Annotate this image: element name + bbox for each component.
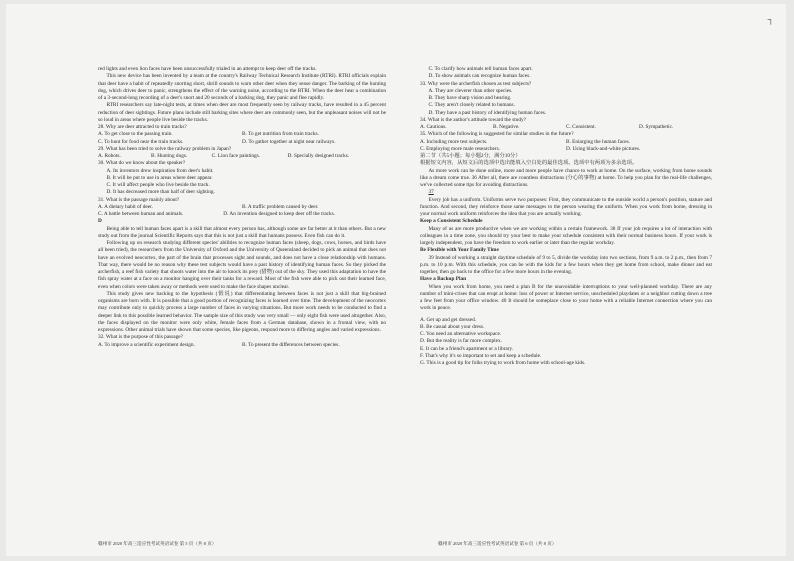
question-31: 31. What is the passage mainly about? xyxy=(98,196,180,203)
options-row xyxy=(98,153,386,160)
option: D. They have a past history of identifying human faces. xyxy=(428,109,547,116)
corner-mark: ┐ xyxy=(767,14,774,24)
option: D. Using black-and-white pictures. xyxy=(566,145,641,152)
question-29: 29. What has been tried to solve the railway problem in Japan? xyxy=(98,145,232,152)
option: B. They have sharp vision and hearing. xyxy=(428,95,512,101)
option: A. They are cleverer than other species. xyxy=(428,87,513,94)
section-heading: 第二节（共5小题；每小题2分，满分10分） xyxy=(420,153,521,159)
option: C. They aren't closely related to humans. xyxy=(428,102,515,109)
option: D. It has decreased more than half of deer sighting. xyxy=(106,189,215,196)
choice-option: A. Get up and get dressed. xyxy=(420,316,477,323)
subheading: Be Flexible with Your Family Time xyxy=(420,247,499,254)
page-footer-left: 赣州市 2020 年高三适应性考试英语试卷 第 5 页（共 8 页） xyxy=(98,541,217,546)
option: C. It will affect people who live beside the track. xyxy=(106,182,210,188)
question-35: 35. Which of the following is suggested for similar studies in the future? xyxy=(420,131,574,138)
choice-option: D. But the reality is far more complex. xyxy=(420,338,502,345)
options-row xyxy=(98,204,386,211)
paragraph: 39 Instead of working a straight daytime schedule of 9 to 5, divide the workday into two sections, from 9 a.m. to 2 p.m., then from 7 p.m. to 10 p.m. With this schedule, you can be with the kids for a few hours when they get home from school, make dinner and eat together, then go back to the office for a few more hours in the evening. xyxy=(420,254,712,275)
choice-option: F. That's why it's so important to set and keep a schedule. xyxy=(420,352,542,359)
section-letter: D xyxy=(98,218,102,225)
option: D. Specially designed tracks. xyxy=(287,153,350,159)
option: B. A traffic problem caused by deer. xyxy=(242,203,319,210)
subheading: Keep a Consistent Schedule xyxy=(420,218,483,225)
blank-37: 37 xyxy=(428,189,434,196)
option: A. A dietary habit of deer. xyxy=(98,203,153,210)
paragraph: Many of us are more productive when we are working within a certain framework. 38 If your job requires a lot of interaction with colleagues in a time zone, you should try your best to make your schedule consistent with their normal business hours. If your work is largely independent, you have the freedom to work earlier or later than the regular workday. xyxy=(420,225,712,246)
option: C. Consistent. xyxy=(566,124,596,130)
option: B. Hunting dogs. xyxy=(151,153,188,159)
option: B. To get nutrition from train tracks. xyxy=(242,131,319,138)
paragraph: This new device has been invented by a team at the country's Railway Technical Research Institute (RTRI). RTRI officials explain that deer have a habit of repeatedly snorting short, shrill sounds to warn other deer when they sense danger. The barking of the hunting dog, which drives deer to panic, strengthens the effect of the warning noise, according to the RTRI. When the deer hear a combination of a 3-second-long recording of a deer's snort and 20 seconds of a barking dog, they panic and flee rapidly. xyxy=(98,73,386,101)
choice-option: E. It can be a friend's apartment or a library. xyxy=(420,345,514,352)
option: D. Sympathetic. xyxy=(639,124,674,130)
paragraph: This study gives new backing to the hypothesis (假说) that differentiating between faces is not just a skill that big-brained organisms are born with. It is possible that a good portion of recognizing faces is learned over time. The development of the neocortex may contribute only to quickly process a large number of faces in varying situations. But more work needs to be conducted to find a deeper link to this possible learned behavior. The sample size of this study was very small — only eight fish were used altogether. Also, the faces displayed on the monitor were only white, female faces from a German database, shown in a frontal view, with no expressions. Other animal trials have shown that some species, like pigeons, respond more to differing angles and varied expressions. xyxy=(98,290,386,333)
choice-option: G. This is a good tip for folks trying to work from home with school-age kids. xyxy=(420,360,586,366)
question-33: 33. Why were the archerfish chosen as test subjects? xyxy=(420,80,532,87)
options-row xyxy=(98,342,386,349)
question-32: 32. What is the purpose of this passage? xyxy=(98,334,183,341)
paragraph: As more work can be done online, more and more people have chance to work at home. On the surface, working from home sounds like a dream come true. 36 After all, there are countless distractions (分心的事物) at home. To help you plan for the real-life challenges, we've collected some tips for avoiding distractions. xyxy=(420,167,712,188)
question-34: 34. What is the author's attitude toward the study? xyxy=(420,116,527,123)
option: C. Lion face paintings. xyxy=(211,153,261,159)
paragraph: When you work from home, you need a plan B for the unavoidable interruptions to your well-planned workday. There are any number of mini-crises that can erupt at home: loss of power or Internet service, unscheduled playdates or a neighbor cutting down a tree a few feet from your office window. 40 It should be someplace close to your home with a reliable Internet connection where you can work in peace. xyxy=(420,283,712,312)
option: B. Enlarging the human faces. xyxy=(566,138,631,145)
options-row xyxy=(420,139,712,146)
options-row xyxy=(98,211,386,218)
paragraph: RTRI researchers say late-night tests, at times when deer are most frequently seen by railway tracks, have resulted in a 45 percent reduction of deer sightings. Future plans include still barking sites where deer are commonly seen, but the unpleasant noises will not be so loud in areas where people live beside the tracks. xyxy=(98,102,386,123)
option: B. Negative. xyxy=(493,124,520,130)
option: B. To present the differences between species. xyxy=(242,341,340,348)
paragraph: Every job has a uniform. Uniforms serve two purposes: First, they communicate to the outside world a person's position, stature and function. And second, they reinforce those same messages to the person wearing the uniform. When you work from home, dressing in your normal work uniform reinforces the idea that you are actually working. xyxy=(420,196,712,217)
instruction: 根据短文内容，从短文后的选项中选出能填入空白处的最佳选项。选项中有两项为多余选项。 xyxy=(420,160,638,167)
option: C. A battle between human and animals. xyxy=(98,211,184,217)
scanned-exam-sheet xyxy=(6,4,786,556)
subheading: Have a Backup Plan xyxy=(420,276,467,283)
page-footer-right: 赣州市 2020 年高三适应性考试英语试卷 第 6 页（共 8 页） xyxy=(438,541,557,546)
option: A. Robots. xyxy=(98,153,121,159)
option: A. To improve a scientific experiment design. xyxy=(98,341,195,348)
option: C. Employing more male researchers. xyxy=(420,145,501,152)
paragraph: red lights and even lion faces have been unsuccessfully trialed in an attempt to keep deer off the tracks. xyxy=(98,66,317,72)
option: D. To gather together at night near railways. xyxy=(242,138,336,145)
options-row xyxy=(98,131,386,138)
option: A. Its inventors drew inspiration from deer's habit. xyxy=(106,167,214,174)
option: D. To show animals can recognize human faces. xyxy=(428,73,531,80)
option: B. It will be put to use in areas where deer appear. xyxy=(106,174,213,181)
choice-option: C. You need an alternative workspace. xyxy=(420,331,502,337)
options-row xyxy=(420,146,712,153)
paragraph: Following up on research studying different species' abilities to recognize human faces (sheep, dogs, cows, horses, and birds have all been tried), the researchers from the University of Oxford and the University of Queensland decided to pick an animal that does not have an evolved neocortex, the part of the brain that processes sight and sounds, and does not have a close relationship with humans. That way, there would be no reason why these test subjects would have a past history of identifying human faces. So they picked the archerfish, a reef fish variety that shoots water into the air to knock its prey (猎物) out of the sky. They used this adaptation to have the fish spray water at a face on a monitor hanging over their tanks for a reward. Most of the fish were able to pick out their learned face, even when colors were taken away or methods were used to make the face shapes unclear. xyxy=(98,240,386,290)
question-30: 30. What do we know about the speaker? xyxy=(98,160,186,167)
option: A. To get close to the passing train. xyxy=(98,131,173,138)
options-row xyxy=(98,139,386,146)
option: C. To hunt for food near the train tracks. xyxy=(98,138,184,145)
paragraph: Being able to tell human faces apart is a skill that almost every person has, although some are far better at it than others. But a new study out from the journal Scientific Reports says that this is not just a skill that humans possess. Even fish can do it. xyxy=(98,225,386,239)
option: A. Cautious. xyxy=(420,124,447,130)
option: A. Including more test subjects. xyxy=(420,138,488,145)
left-column xyxy=(98,66,386,349)
right-column xyxy=(420,66,712,367)
question-28: 28. Why are deer attracted to train tracks? xyxy=(98,124,187,130)
option: C. To clarify how animals tell human faces apart. xyxy=(428,66,533,72)
choice-option: B. Be casual about your dress. xyxy=(420,323,485,330)
option: D. An invention designed to keep deer off the tracks. xyxy=(223,211,336,217)
